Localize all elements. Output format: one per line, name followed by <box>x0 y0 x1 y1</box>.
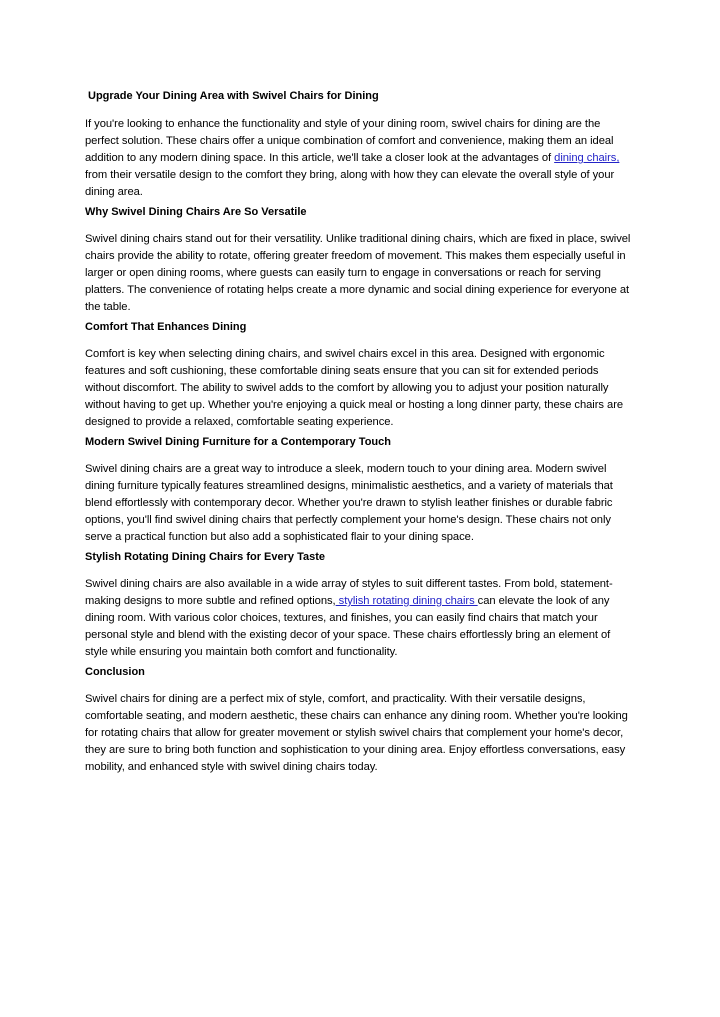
document-page <box>85 88 631 776</box>
section-heading-modern: Modern Swivel Dining Furniture for a Contemporary Touch <box>85 436 391 448</box>
section-heading-comfort: Comfort That Enhances Dining <box>85 321 247 333</box>
section-heading-conclusion: Conclusion <box>85 666 145 678</box>
stylish-text-after: can elevate the look of any dining room. With various color choices, textures, and finishes, you can easily find chairs that match your personal style and blend with the existing decor of your space. These chairs effortlessly bring an element of style while ensuring you maintain both comfort and functionality. <box>85 595 611 658</box>
intro-text-after: from their versatile design to the comfort they bring, along with how they can elevate the overall style of your dining area. <box>85 169 615 198</box>
intro-paragraph <box>85 116 631 201</box>
stylish-text-before: Swivel dining chairs are also available in a wide array of styles to suit different tastes. From bold, statement-making designs to more subtle and refined options, <box>85 578 613 607</box>
section-body-versatile: Swivel dining chairs stand out for their versatility. Unlike traditional dining chairs, which are fixed in place, swivel chairs provide the ability to rotate, offering greater freedom of movement. This makes them especially useful in larger or open dining rooms, where guests can easily turn to engage in conversations or reach for serving platters. The convenience of rotating helps create a more dynamic and social dining experience for everyone at the table. <box>85 233 631 313</box>
section-body-stylish <box>85 576 631 661</box>
page-title: Upgrade Your Dining Area with Swivel Chairs for Dining <box>88 90 379 102</box>
dining-chairs-link[interactable]: dining chairs, <box>554 152 620 164</box>
section-heading-stylish: Stylish Rotating Dining Chairs for Every Taste <box>85 551 326 563</box>
section-body-comfort: Comfort is key when selecting dining chairs, and swivel chairs excel in this area. Designed with ergonomic features and soft cushioning, these comfortable dining seats ensure that you can sit for extended periods without discomfort. The ability to swivel adds to the comfort by allowing you to adjust your position naturally without having to get up. Whether you're enjoying a quick meal or hosting a long dinner party, these chairs are designed to provide a relaxed, comfortable seating experience. <box>85 348 624 428</box>
stylish-rotating-chairs-link[interactable]: stylish rotating dining chairs <box>335 595 478 607</box>
section-body-conclusion: Swivel chairs for dining are a perfect mix of style, comfort, and practicality. With their versatile designs, comfortable seating, and modern aesthetic, these chairs can enhance any dining room. Whether you're looking for rotating chairs that allow for greater movement or stylish swivel chairs that complement your home's decor, they are sure to bring both function and sophistication to your dining area. Enjoy effortless conversations, easy mobility, and enhanced style with swivel dining chairs today. <box>85 693 628 773</box>
section-heading-versatile: Why Swivel Dining Chairs Are So Versatile <box>85 206 307 218</box>
intro-text-before: If you're looking to enhance the functionality and style of your dining room, swivel chairs for dining are the perfect solution. These chairs offer a unique combination of comfort and convenience, making them an ideal addition to any modern dining space. In this article, we'll take a closer look at the advantages of <box>85 118 614 164</box>
section-body-modern: Swivel dining chairs are a great way to introduce a sleek, modern touch to your dining area. Modern swivel dining furniture typically features streamlined designs, minimalistic aesthetics, and a variety of materials that blend effortlessly with contemporary decor. Whether you're drawn to stylish leather finishes or durable fabric options, you'll find swivel dining chairs that perfectly complement your home's design. These chairs not only serve a practical function but also add a sophisticated flair to your dining space. <box>85 463 613 543</box>
